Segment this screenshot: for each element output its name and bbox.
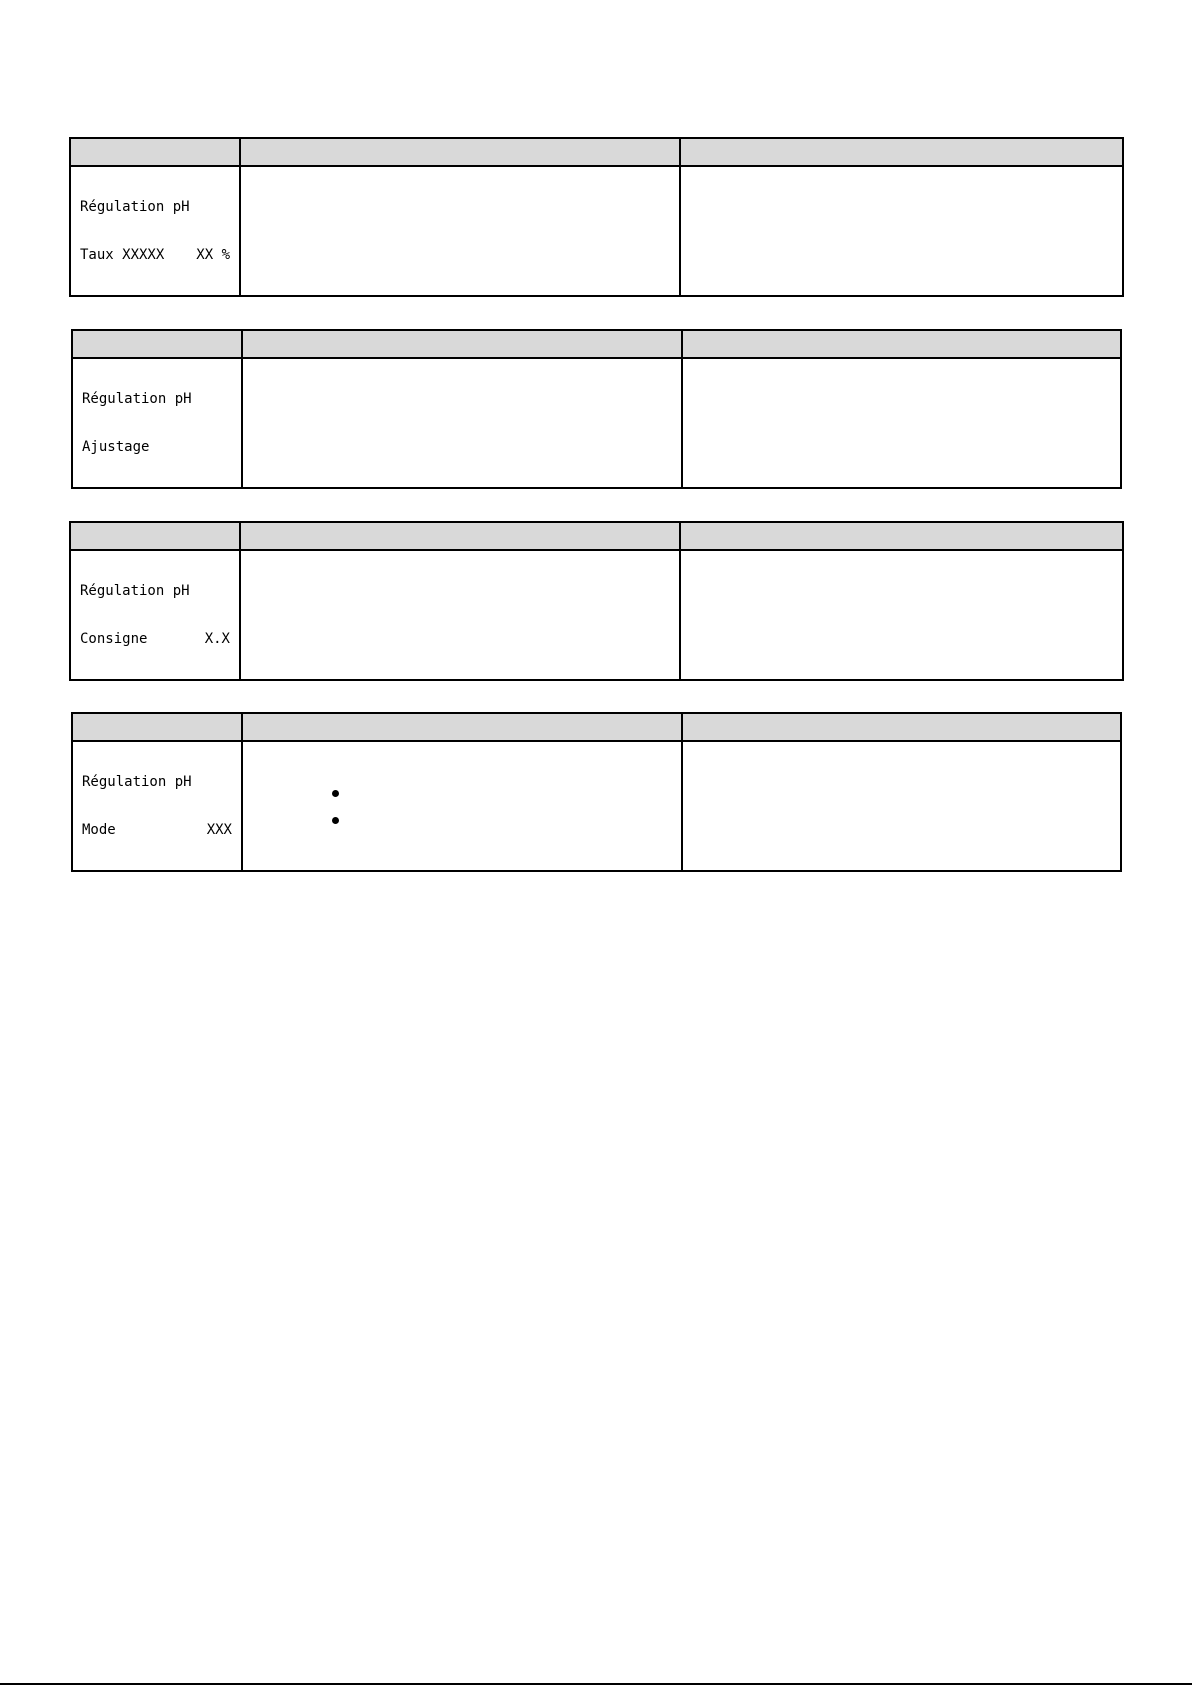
bullet-item	[338, 806, 681, 833]
lcd-display-cell	[70, 550, 240, 680]
header-cell-notes	[682, 330, 1121, 358]
table-ajustage	[71, 329, 1122, 489]
header-cell-display	[72, 330, 242, 358]
table-header-row	[70, 138, 1123, 166]
lcd-line-2	[82, 822, 232, 838]
table-consigne	[69, 521, 1124, 681]
table-header-row	[70, 522, 1123, 550]
notes-cell	[682, 741, 1121, 871]
table-row	[70, 550, 1123, 680]
lcd-line-2	[82, 439, 232, 455]
notes-cell	[680, 166, 1123, 296]
lcd-display-cell	[70, 166, 240, 296]
table-row	[70, 166, 1123, 296]
header-cell-display	[70, 138, 240, 166]
header-cell-display	[70, 522, 240, 550]
lcd-line-1: Régulation pH	[82, 774, 192, 790]
description-cell	[240, 166, 680, 296]
lcd-value: XX %	[196, 247, 230, 263]
lcd-line-2	[80, 247, 230, 263]
notes-cell	[680, 550, 1123, 680]
header-cell-notes	[680, 522, 1123, 550]
description-cell	[242, 358, 682, 488]
lcd-value: XXX	[206, 822, 232, 838]
header-cell-description	[240, 522, 680, 550]
lcd-line-2	[80, 631, 230, 647]
lcd-label: Taux XXXXX	[80, 247, 165, 263]
header-cell-description	[242, 713, 682, 741]
table-row	[72, 741, 1121, 871]
lcd-value: X.X	[204, 631, 230, 647]
notes-cell	[682, 358, 1121, 488]
lcd-display-cell	[72, 741, 242, 871]
bullet-list	[243, 779, 681, 833]
lcd-display-cell	[72, 358, 242, 488]
lcd-label: Mode	[82, 822, 116, 838]
header-cell-display	[72, 713, 242, 741]
description-cell	[242, 741, 682, 871]
header-cell-notes	[682, 713, 1121, 741]
lcd-line-1: Régulation pH	[80, 583, 190, 599]
table-mode	[71, 712, 1122, 872]
table-row	[72, 358, 1121, 488]
lcd-line-1: Régulation pH	[82, 391, 192, 407]
header-cell-description	[240, 138, 680, 166]
bullet-item	[338, 779, 681, 806]
table-header-row	[72, 330, 1121, 358]
lcd-label: Ajustage	[82, 439, 150, 455]
lcd-label: Consigne	[80, 631, 148, 647]
header-cell-description	[242, 330, 682, 358]
lcd-line-1: Régulation pH	[80, 199, 190, 215]
header-cell-notes	[680, 138, 1123, 166]
table-header-row	[72, 713, 1121, 741]
table-taux	[69, 137, 1124, 297]
description-cell	[240, 550, 680, 680]
